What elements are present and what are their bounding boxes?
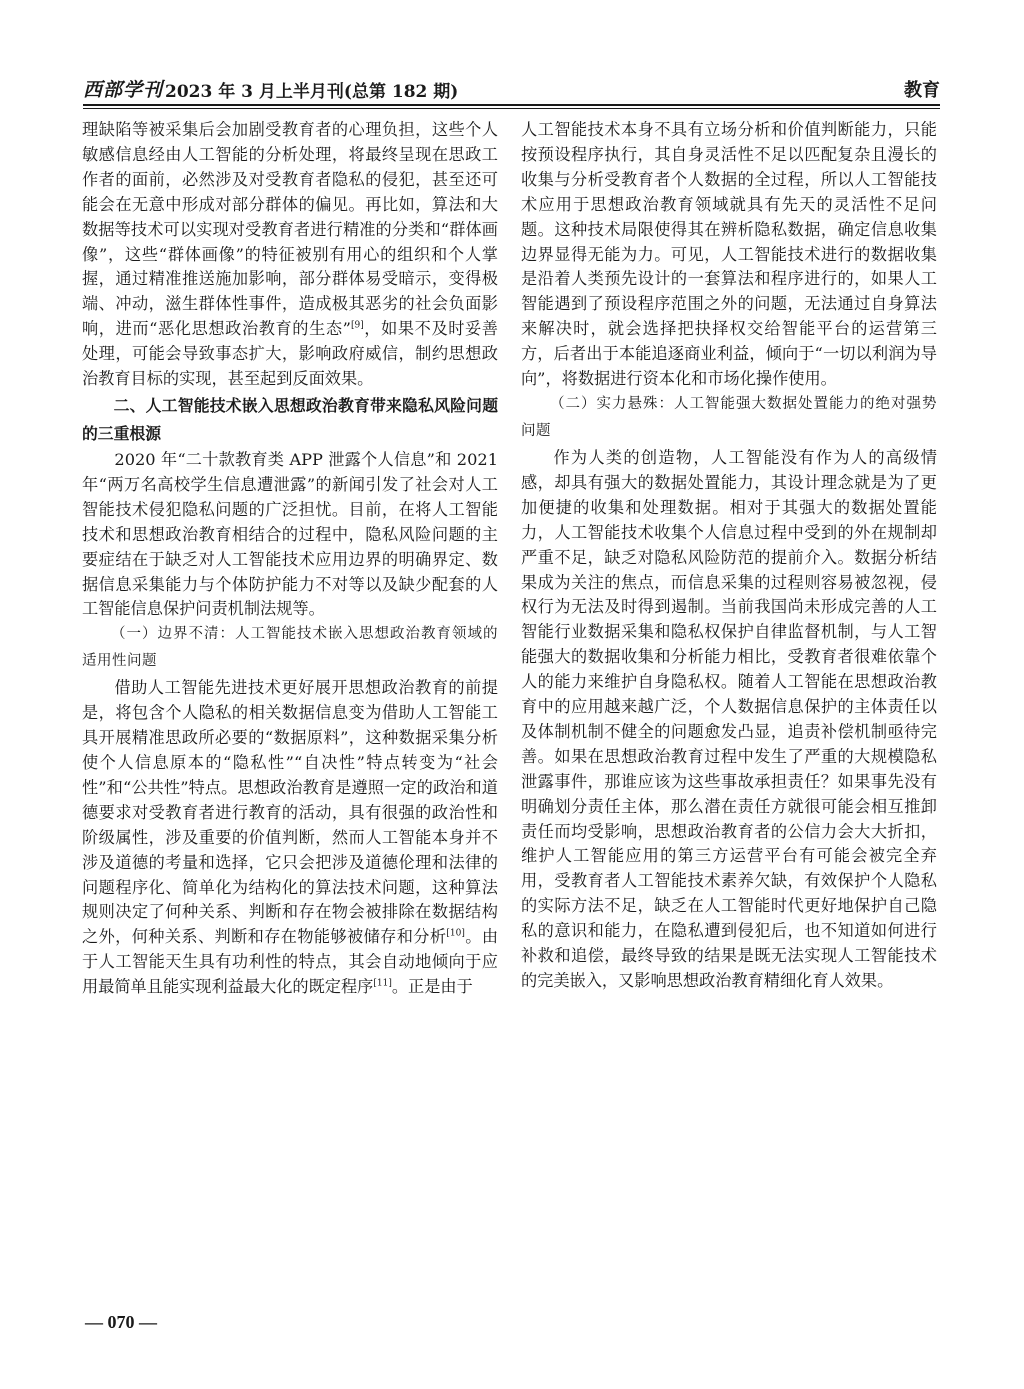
citation: [11] <box>373 978 392 989</box>
header-rule <box>83 104 940 106</box>
paragraph-text: 理缺陷等被采集后会加剧受教育者的心理负担，这些个人敏感信息经由人工智能的分析处理，将最终呈现在思政工作者的面前，必然涉及对受教育者隐私的侵犯，甚至还可能会在无意中形成对部分群体的偏见。再比如，算法和大数据等技术可以实现对受教育者进行精准的分类和“群体画像”，这些“群体画像”的特征被别有用心的组织和个人掌握，通过精准推送施加影响，部分群体易受暗示，变得极端、冲动，滋生群体性事件，造成极其恶劣的社会负面影响，进而“恶化思想政治教育的生态” <box>82 120 498 339</box>
section-name: 教育 <box>904 80 940 101</box>
citation: [10] <box>446 928 465 939</box>
header-left <box>83 75 458 102</box>
citation: [9] <box>350 320 364 331</box>
right-column <box>521 118 937 994</box>
header-rule-thin <box>83 108 940 109</box>
body-paragraph: 2020 年“二十款教育类 APP 泄露个人信息”和 2021 年“两万名高校学生信息遭泄露”的新闻引发了社会对人工智能技术侵犯隐私问题的广泛担忧。目前，在将人工智能技术和思想政治教育相结合的过程中，隐私风险问题的主要症结在于缺乏对人工智能技术应用边界的明确界定、数据信息采集能力与个体防护能力不对等以及缺少配套的人工智能信息保护问责机制法规等。 <box>82 449 498 619</box>
page-number: — 070 — <box>85 1312 157 1332</box>
journal-logo: 西部学刊 <box>83 79 164 101</box>
issue-info: 2023 年 3 月上半月刊(总第 182 期) <box>165 82 459 102</box>
left-column <box>82 118 498 1000</box>
subsection-heading: （一）边界不清：人工智能技术嵌入思想政治教育领域的适用性问题 <box>82 627 498 671</box>
body-paragraph: 人工智能技术本身不具有立场分析和价值判断能力，只能按预设程序执行，其自身灵活性不足以匹配复杂且漫长的收集与分析受教育者个人数据的全过程，所以人工智能技术应用于思想政治教育领域就具有先天的灵活性不足问题。这种技术局限使得其在辨析隐私数据，确定信息收集边界显得无能为力。可见，人工智能技术进行的数据收集是沿着人类预先设计的一套算法和程序进行的，如果人工智能遇到了预设程序范围之外的问题，无法通过自身算法来解决时，就会选择把抉择权交给智能平台的运营第三方，后者出于本能追逐商业利益，倾向于“一切以利润为导向”，将数据进行资本化和市场化操作使用。 <box>521 120 937 389</box>
body-paragraph <box>82 676 498 1000</box>
paragraph-text: 借助人工智能先进技术更好展开思想政治教育的前提是，将包含个人隐私的相关数据信息变为借助人工智能工具开展精准思政所必要的“数据原料”，这种数据采集分析使个人信息原本的“隐私性”“自决性”特点转变为“社会性”和“公共性”特点。思想政治教育是遵照一定的政治和道德要求对受教育者进行教育的活动，具有很强的政治性和阶级属性，涉及重要的价值判断，然而人工智能本身并不涉及道德的考量和选择，它只会把涉及道德伦理和法律的问题程序化、简单化为结构化的算法技术问题，这种算法规则决定了何种关系、判断和存在物会被排除在数据结构之外，何种关系、判断和存在物能够被储存和分析 <box>82 678 498 947</box>
subsection-heading: （二）实力悬殊：人工智能强大数据处置能力的绝对强势问题 <box>521 396 937 440</box>
paragraph-text: ，如果不及时妥善处理，可能会导致事态扩大，影响政府威信，制约思想政治教育目标的实现，甚至起到反面效果。 <box>82 319 498 389</box>
body-paragraph: 作为人类的创造物，人工智能没有作为人的高级情感，却具有强大的数据处置能力，其设计理念就是为了更加便捷的收集和处理数据。相对于其强大的数据处置能力，人工智能技术收集个人信息过程中受到的外在规制却严重不足，缺乏对隐私风险防范的提前介入。数据分析结果成为关注的焦点，而信息采集的过程则容易被忽视，侵权行为无法及时得到遏制。当前我国尚未形成完善的人工智能行业数据采集和隐私权保护自律监督机制，与人工智能强大的数据收集和分析能力相比，受教育者很难依靠个人的能力来维护自身隐私权。随着人工智能在思想政治教育中的应用越来越广泛，个人数据信息保护的主体责任以及体制机制不健全的问题愈发凸显，追责补偿机制亟待完善。如果在思想政治教育过程中发生了严重的大规模隐私泄露事件，那谁应该为这些事故承担责任？如果事先没有明确划分责任主体，那么潜在责任方就很可能会相互推卸责任而均受影响，思想政治教育者的公信力会大大折扣，维护人工智能应用的第三方运营平台有可能会被完全弃用，受教育者人工智能技术素养欠缺，有效保护个人隐私的实际方法不足，缺乏在人工智能时代更好地保护自己隐私的意识和能力，在隐私遭到侵犯后，也不知道如何进行补救和追偿，最终导致的结果是既无法实现人工智能技术的完美嵌入，又影响思想政治教育精细化育人效果。 <box>521 447 937 990</box>
paragraph-text: 。由于人工智能天生具有功利性的特点，其会自动地倾向于应用最简单且能实现利益最大化的既定程序 <box>82 927 499 997</box>
section-heading: 二、人工智能技术嵌入思想政治教育带来隐私风险问题的三重根源 <box>82 395 498 443</box>
running-header <box>83 72 940 102</box>
body-paragraph <box>82 118 498 392</box>
paragraph-text: 。正是由于 <box>391 977 473 997</box>
